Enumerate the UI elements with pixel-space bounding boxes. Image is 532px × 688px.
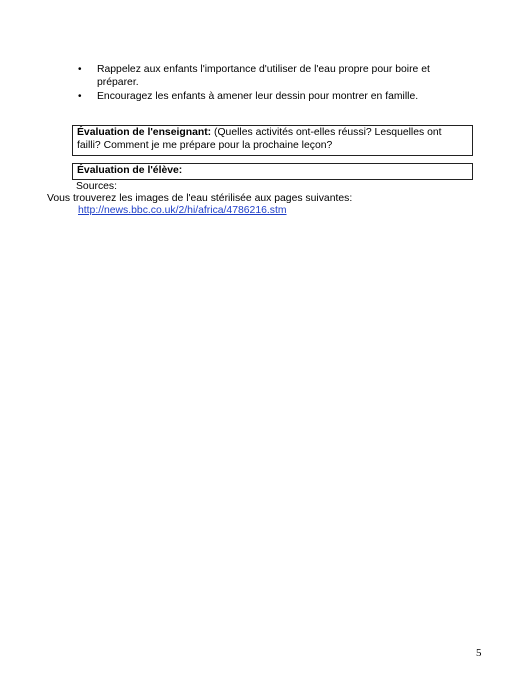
bullet-item — [78, 64, 458, 89]
teacher-evaluation-label: Évaluation de l'enseignant: — [77, 127, 212, 138]
student-evaluation-label: Évaluation de l'élève: — [77, 165, 183, 176]
page-number: 5 — [476, 647, 482, 659]
source-link[interactable]: http://news.bbc.co.uk/2/hi/africa/4786216.stm — [78, 205, 287, 216]
sources-label: Sources: — [76, 181, 118, 192]
student-evaluation-box — [72, 163, 473, 180]
bullet-icon: • — [78, 91, 82, 102]
bullet-text: Encouragez les enfants à amener leur dessin pour montrer en famille. — [97, 91, 419, 102]
sources-intro: Vous trouverez les images de l'eau stérilisée aux pages suivantes: — [47, 193, 353, 204]
teacher-evaluation-box — [72, 125, 473, 156]
teacher-evaluation-text: (Quelles activités ont-elles réussi? Lesquelles ont failli? Comment je me prépare pour la prochaine leçon? — [77, 127, 442, 151]
bullet-text: Rappelez aux enfants l'importance d'utiliser de l'eau propre pour boire et préparer. — [97, 64, 430, 88]
bullet-icon: • — [78, 64, 82, 75]
bullet-item — [78, 91, 458, 104]
bullet-list — [78, 64, 458, 106]
